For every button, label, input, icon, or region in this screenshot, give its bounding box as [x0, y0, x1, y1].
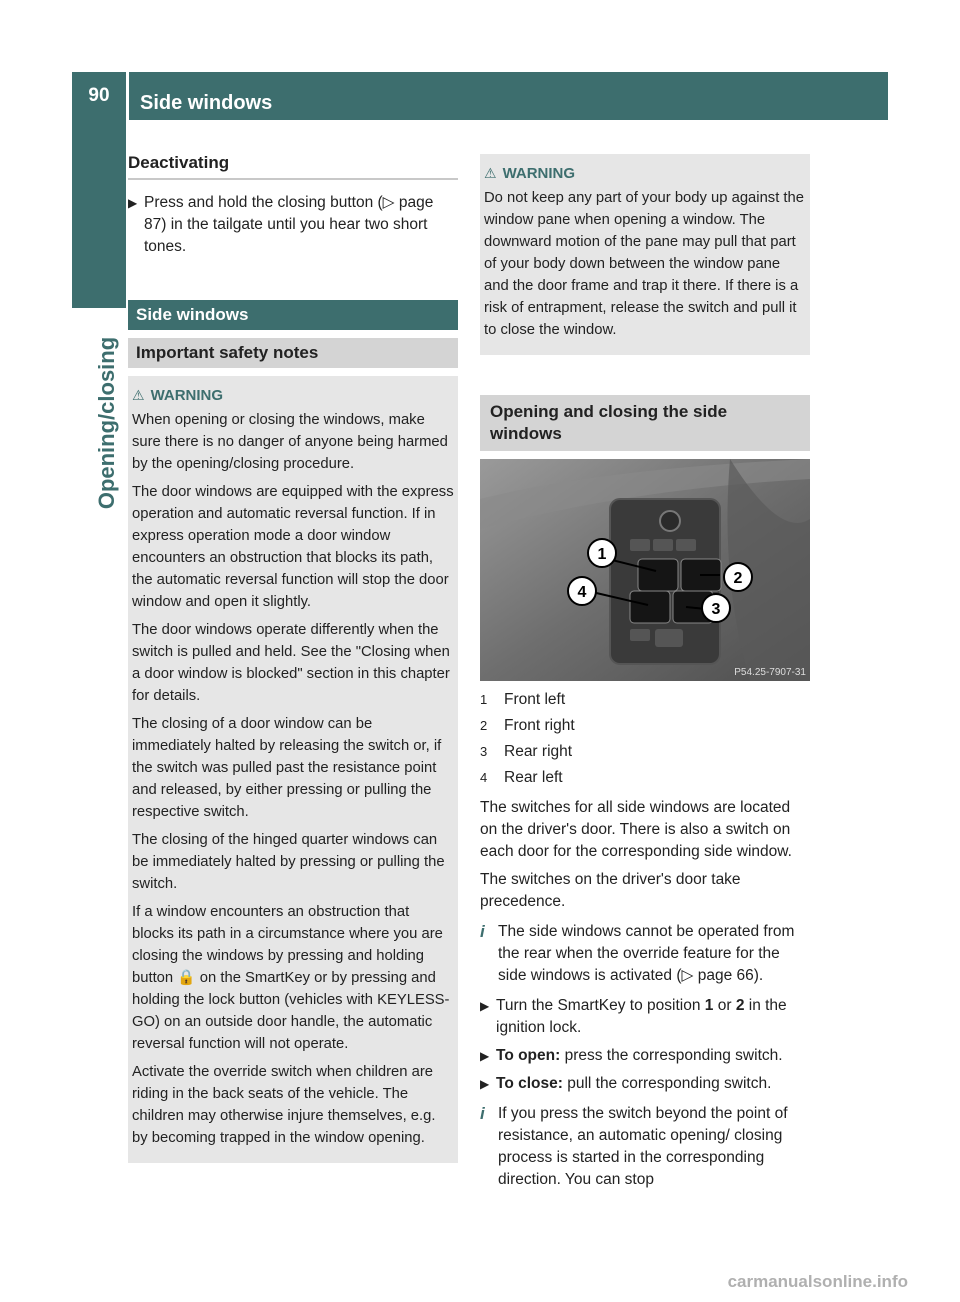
info-text: The side windows cannot be operated from the rear when the override feature for the side windows is activated (▷ page 66). [498, 923, 795, 984]
step-text: or [713, 997, 736, 1014]
image-code: P54.25-7907-31 [734, 667, 806, 678]
warning-paragraph: When opening or closing the windows, make sure there is no danger of anyone being harmed by the opening/closing procedure. [132, 412, 448, 472]
step-close-text: pull the corresponding switch. [562, 1075, 772, 1092]
legend-item [480, 739, 810, 765]
step-arrow-icon: ▶ [480, 1049, 490, 1063]
deactivating-step [128, 192, 458, 258]
step-turn-key [480, 995, 810, 1039]
callout-3: 3 [711, 601, 721, 618]
step-open [480, 1045, 810, 1067]
step-arrow-icon: ▶ [480, 1077, 490, 1091]
legend-item [480, 713, 810, 739]
info-note-2 [480, 1103, 810, 1191]
deactivating-step-text: Press and hold the closing button (▷ page 87) in the tailgate until you hear two short tones. [144, 194, 434, 255]
warning-icon: ⚠ [132, 387, 145, 403]
step-close-label: To close: [496, 1075, 563, 1092]
legend-list [480, 687, 810, 791]
legend-item [480, 687, 810, 713]
warning-paragraph: Activate the override switch when children are riding in the back seats of the vehicle. The children may otherwise injure themselves, e.g. by becoming trapped in the window opening. [132, 1064, 436, 1146]
legend-label: Rear left [504, 769, 563, 786]
step-open-label: To open: [496, 1047, 561, 1064]
legend-num: 3 [480, 744, 488, 759]
position-2: 2 [735, 997, 745, 1014]
legend-label: Front left [504, 691, 566, 708]
legend-label: Front right [504, 717, 575, 734]
warning-label: WARNING [150, 387, 224, 404]
switches-paragraph: The switches for all side windows are located on the driver's door. There is also a switch on each door for the corresponding side window. [480, 799, 792, 860]
info-note [480, 921, 810, 987]
callout-4: 4 [577, 584, 587, 601]
warning-box-right [480, 154, 810, 355]
step-close [480, 1073, 810, 1095]
door-switch-image [480, 459, 810, 681]
warning-paragraph: The closing of a door window can be immediately halted by releasing the switch or, if the switch was pulled past the resistance point and released, by either pressing or pulling the respective switch. [132, 716, 442, 820]
subsection-title: Important safety notes [128, 338, 458, 368]
legend-num: 1 [480, 692, 488, 707]
warning-text-right: Do not keep any part of your body up against the window pane when opening a window. The downward motion of the pane may pull that part of your body down between the window pane and the door frame and trap it there. If there is a risk of entrapment, release the switch and pull it to close the window. [484, 190, 804, 338]
step-text: in the ignition lock. [496, 997, 787, 1036]
warning-paragraph: The closing of the hinged quarter windows can be immediately halted by pressing or pulling the switch. [132, 832, 445, 892]
step-arrow-icon: ▶ [480, 999, 490, 1013]
warning-label-right: WARNING [502, 165, 576, 182]
section-title: Side windows [128, 300, 458, 330]
step-arrow-icon: ▶ [128, 196, 138, 210]
info-icon: i [480, 922, 485, 941]
header-divider [126, 72, 129, 120]
side-tab-label: Opening/closing [94, 336, 119, 510]
warning-heading [132, 384, 454, 407]
callout-2: 2 [733, 570, 743, 587]
info-icon: i [480, 1104, 485, 1123]
warning-paragraph: The door windows operate differently when the switch is pulled and held. See the "Closing when a door window is blocked" section in this chapter for details. [132, 622, 450, 704]
deactivating-heading: Deactivating [128, 150, 458, 180]
warning-paragraph: The door windows are equipped with the express operation and automatic reversal function. If in express operation mode a door window encounters an obstruction that blocks its path, the automatic reversal function will stop the door window and open it slightly. [132, 484, 454, 610]
legend-item [480, 765, 810, 791]
warning-box [128, 376, 458, 1163]
warning-heading-right [484, 162, 806, 185]
callout-1: 1 [597, 546, 607, 563]
warning-icon: ⚠ [484, 165, 497, 181]
precedence-paragraph: The switches on the driver's door take precedence. [480, 871, 741, 910]
page-number: 90 [88, 85, 110, 106]
opening-closing-title: Opening and closing the side windows [480, 395, 810, 451]
step-text: Turn the SmartKey to position [496, 997, 705, 1014]
position-1: 1 [704, 997, 714, 1014]
door-switch-illustration [480, 459, 810, 681]
warning-paragraph: If a window encounters an obstruction that blocks its path in a circumstance where you are closing the windows by pressing and holding button 🔒 on the SmartKey or by pressing and holding the lock button (vehicles with KEYLESS-GO) on an outside door handle, the automatic reversal function will not operate. [132, 904, 450, 1052]
footer-watermark: carmanualsonline.info [727, 1272, 908, 1291]
legend-num: 4 [480, 770, 488, 785]
page-title: Side windows [140, 92, 273, 114]
legend-num: 2 [480, 718, 488, 733]
info-text-2: If you press the switch beyond the point of resistance, an automatic opening/ closing process is started in the corresponding direction. You can stop [498, 1105, 788, 1188]
left-column [128, 150, 458, 1163]
side-tab-block [72, 120, 126, 308]
right-column [480, 154, 810, 1199]
legend-label: Rear right [504, 743, 573, 760]
step-open-text: press the corresponding switch. [560, 1047, 783, 1064]
